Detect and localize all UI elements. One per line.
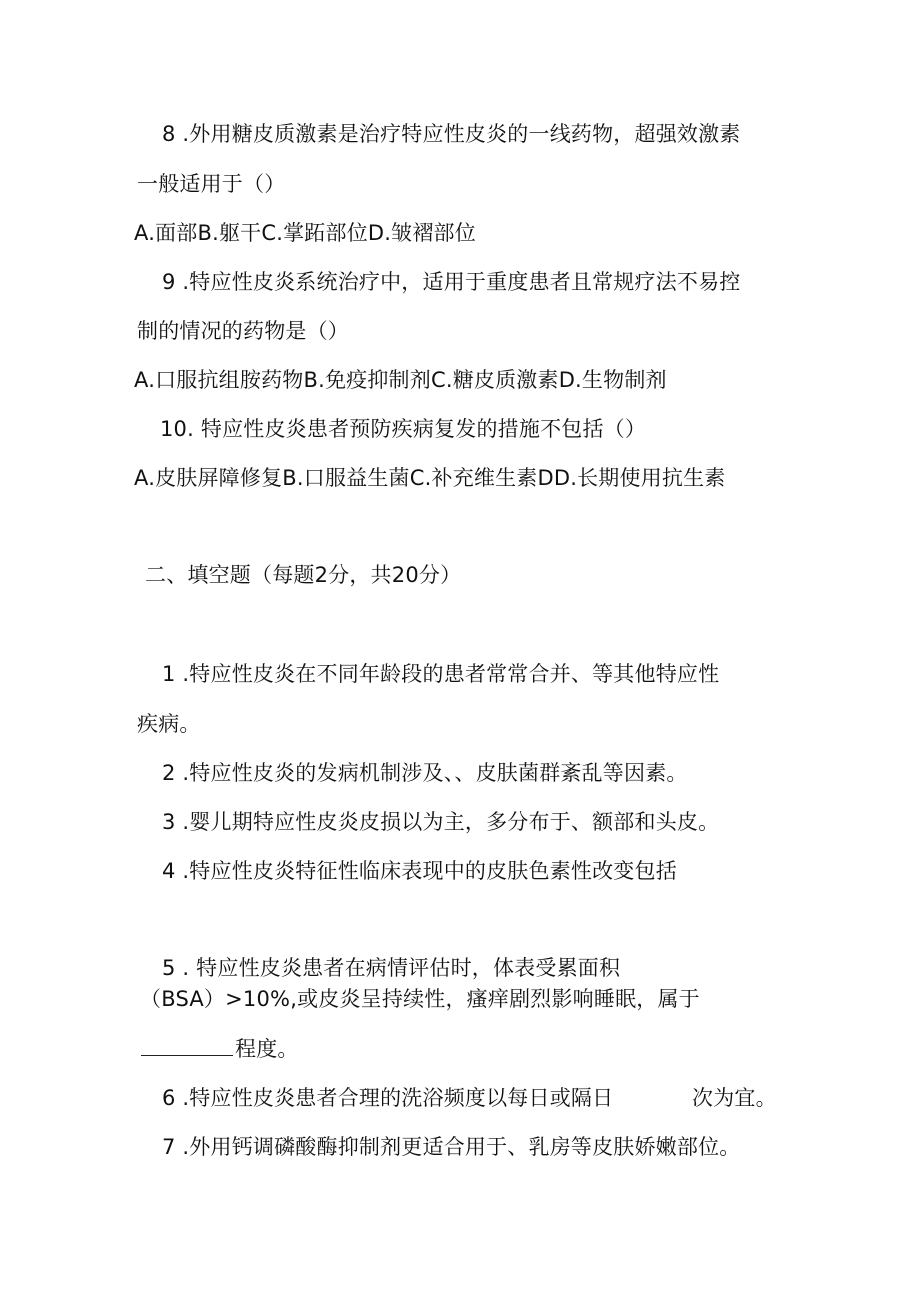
mcq-9-options: A.口服抗组胺药物B.免疫抑制剂C.糖皮质激素D.生物制剂 [134, 368, 667, 392]
fill-3: 3 .婴儿期特应性皮炎皮损以为主，多分布于、额部和头皮。 [162, 810, 720, 834]
section-heading: 二、填空题（每题2分，共20分） [145, 563, 462, 587]
mcq-8-stem-line2: 一般适用于（） [137, 172, 286, 196]
fill-5-line3 [141, 1035, 299, 1063]
fill-1-line2: 疾病。 [137, 712, 201, 736]
fill-5-line1: 5 . 特应性皮炎患者在病情评估时，体表受累面积 [162, 956, 621, 980]
mcq-10-stem: 10. 特应性皮炎患者预防疾病复发的措施不包括（） [160, 417, 647, 441]
mcq-9-stem-line1: 9 .特应性皮炎系统治疗中，适用于重度患者且常规疗法不易控 [162, 270, 741, 294]
fill-5-line3-text: 程度。 [235, 1037, 299, 1061]
mcq-10-options: A.皮肤屏障修复B.口服益生菌C.补充维生素DD.长期使用抗生素 [134, 466, 726, 490]
fill-1-line1: 1 .特应性皮炎在不同年龄段的患者常常合并、等其他特应性 [162, 662, 720, 686]
answer-blank [141, 1035, 233, 1056]
fill-6-part1: 6 .特应性皮炎患者合理的洗浴频度以每日或隔日 [162, 1086, 614, 1110]
fill-6-part2: 次为宜。 [692, 1086, 777, 1110]
mcq-9-stem-line2: 制的情况的药物是（） [137, 319, 349, 343]
mcq-8-stem-line1: 8 .外用糖皮质激素是治疗特应性皮炎的一线药物，超强效激素 [162, 122, 741, 146]
fill-4: 4 .特应性皮炎特征性临床表现中的皮肤色素性改变包括 [162, 859, 677, 883]
fill-7: 7 .外用钙调磷酸酶抑制剂更适合用于、乳房等皮肤娇嫩部位。 [162, 1135, 741, 1159]
fill-2: 2 .特应性皮炎的发病机制涉及、、皮肤菌群紊乱等因素。 [162, 761, 688, 785]
mcq-8-options: A.面部B.躯干C.掌跖部位D.皱褶部位 [134, 221, 476, 245]
fill-5-line2: （BSA）>10%,或皮炎呈持续性，瘙痒剧烈影响睡眠，属于 [140, 987, 700, 1011]
